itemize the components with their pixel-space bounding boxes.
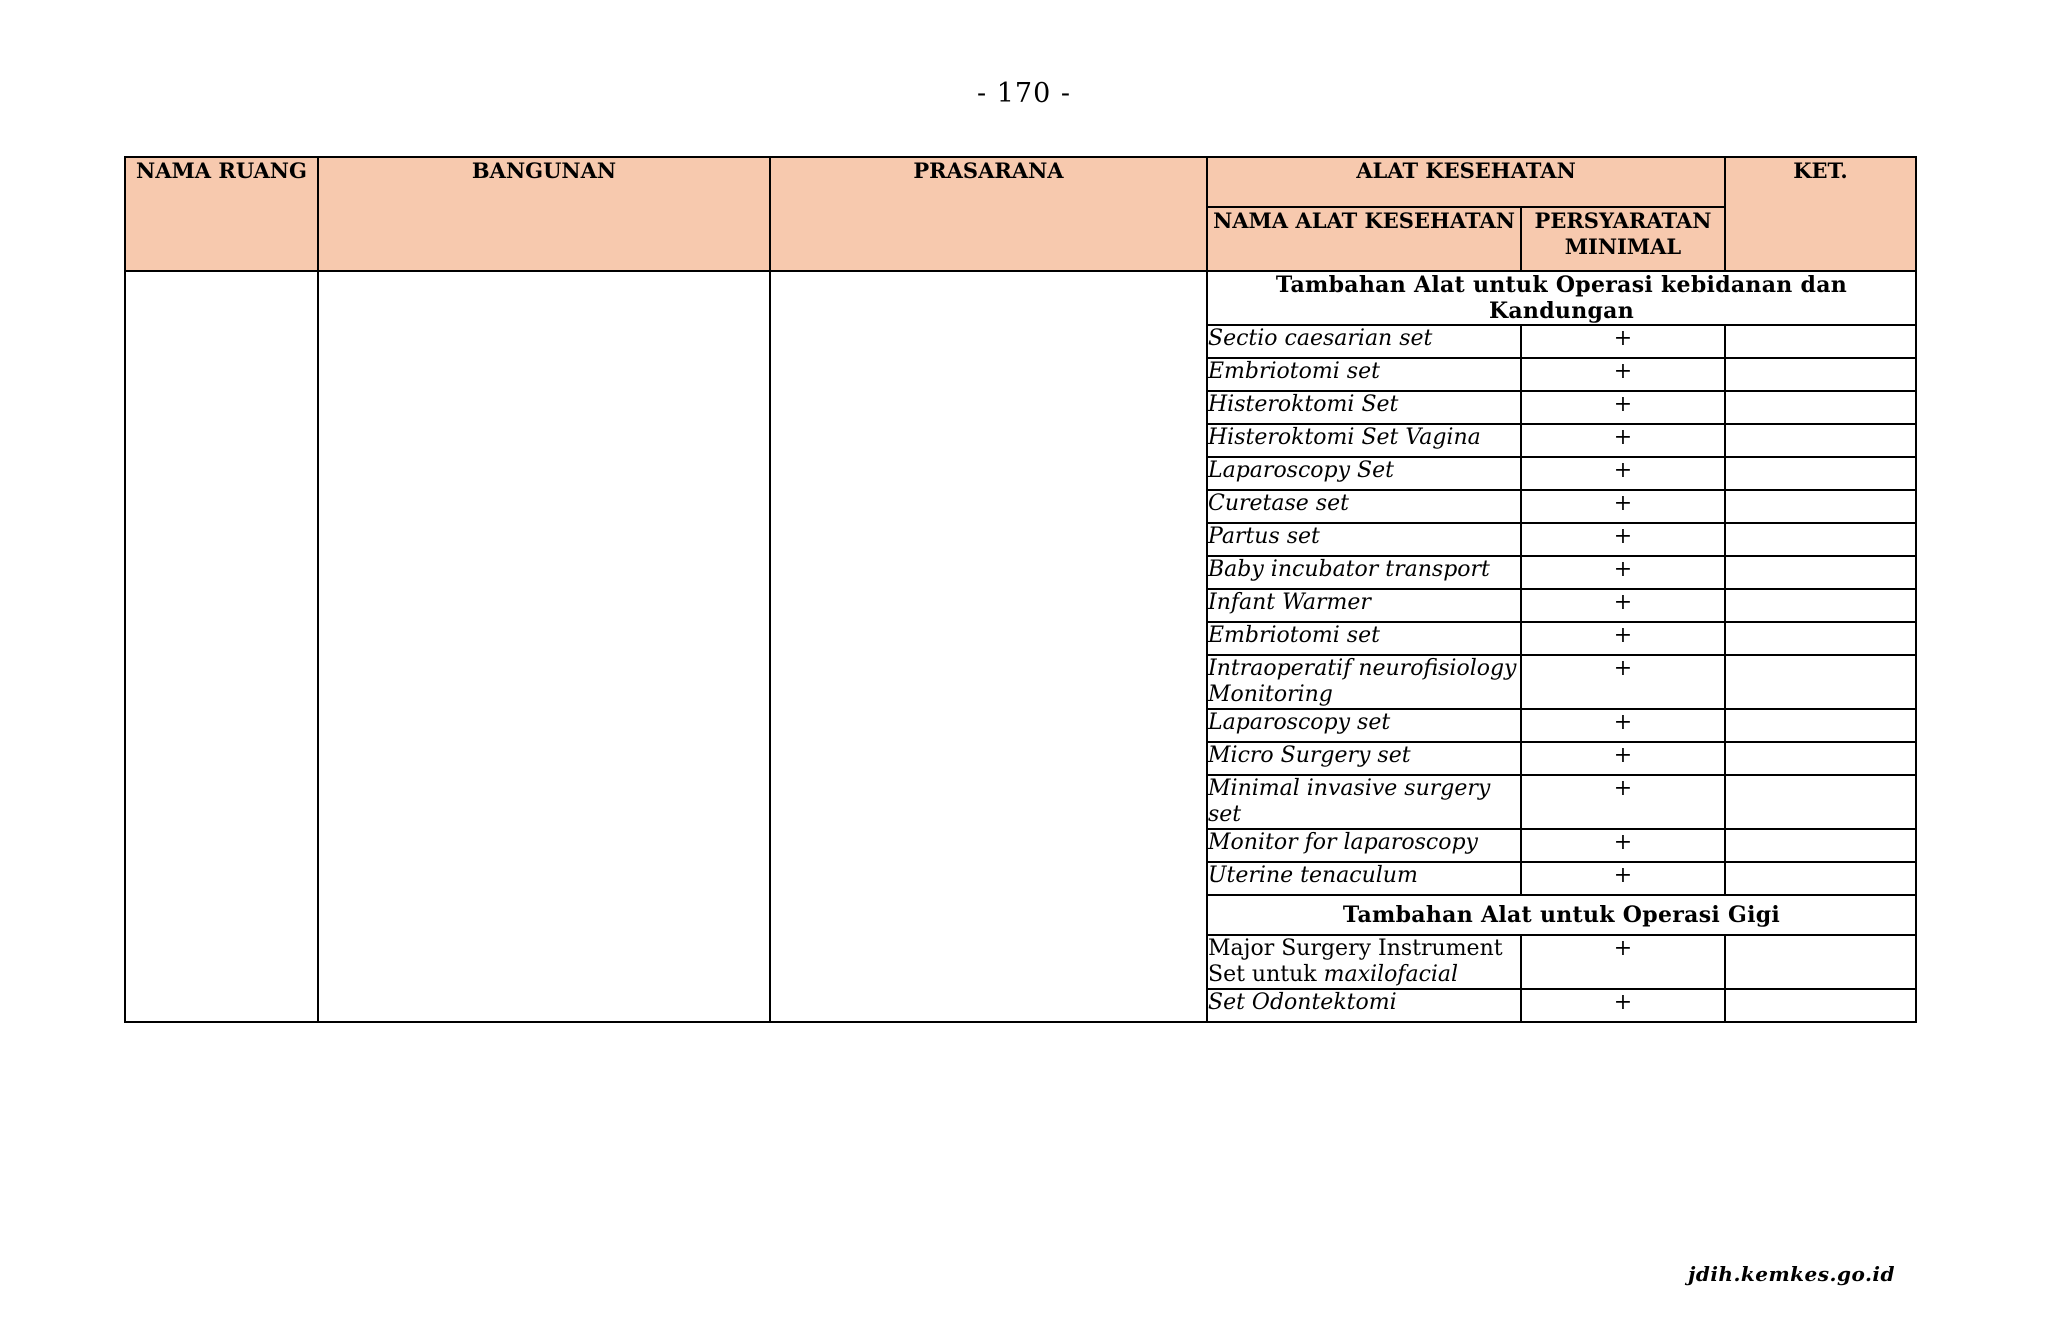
table-row: Baby incubator transport + — [125, 556, 1916, 589]
table-row: Monitor for laparoscopy + — [125, 829, 1916, 862]
table-row: Intraoperatif neurofisiology Monitoring + — [125, 655, 1916, 709]
header-alat-kesehatan: ALAT KESEHATAN — [1207, 157, 1725, 207]
table-row: Curetase set + — [125, 490, 1916, 523]
header-nama-alat: NAMA ALAT KESEHATAN — [1207, 207, 1521, 271]
nama-ruang-cell — [125, 271, 318, 1022]
header-bangunan: BANGUNAN — [318, 157, 770, 271]
header-prasarana: PRASARANA — [770, 157, 1207, 271]
table-row: Histeroktomi Set Vagina + — [125, 424, 1916, 457]
table-row: Micro Surgery set + — [125, 742, 1916, 775]
table-row: Infant Warmer + — [125, 589, 1916, 622]
table-row: Embriotomi set + — [125, 358, 1916, 391]
header-ket: KET. — [1725, 157, 1916, 271]
table-row: Histeroktomi Set + — [125, 391, 1916, 424]
table-row: Partus set + — [125, 523, 1916, 556]
table-row: Uterine tenaculum + — [125, 862, 1916, 895]
item-name: Major Surgery Instrument Set untuk maxilofacial — [1207, 935, 1521, 989]
table-row: Embriotomi set + — [125, 622, 1916, 655]
table-row: Minimal invasive surgery set + — [125, 775, 1916, 829]
header-nama-ruang: NAMA RUANG — [125, 157, 318, 271]
prasarana-cell — [770, 271, 1207, 1022]
table-row: Laparoscopy set + — [125, 709, 1916, 742]
section-title: Tambahan Alat untuk Operasi Gigi — [1207, 895, 1916, 935]
table-row: Set Odontektomi + — [125, 989, 1916, 1022]
page-number: - 170 - — [977, 78, 1071, 109]
header-persyaratan: PERSYARATAN MINIMAL — [1521, 207, 1725, 271]
table-row: Laparoscopy Set + — [125, 457, 1916, 490]
table-row: Major Surgery Instrument Set untuk maxilofacial + — [125, 935, 1916, 989]
bangunan-cell — [318, 271, 770, 1022]
table-row: Sectio caesarian set + — [125, 325, 1916, 358]
footer-url: jdih.kemkes.go.id — [1688, 1262, 1895, 1286]
equipment-table — [124, 156, 1917, 1023]
section-title: Tambahan Alat untuk Operasi kebidanan dan Kandungan — [1207, 271, 1916, 325]
